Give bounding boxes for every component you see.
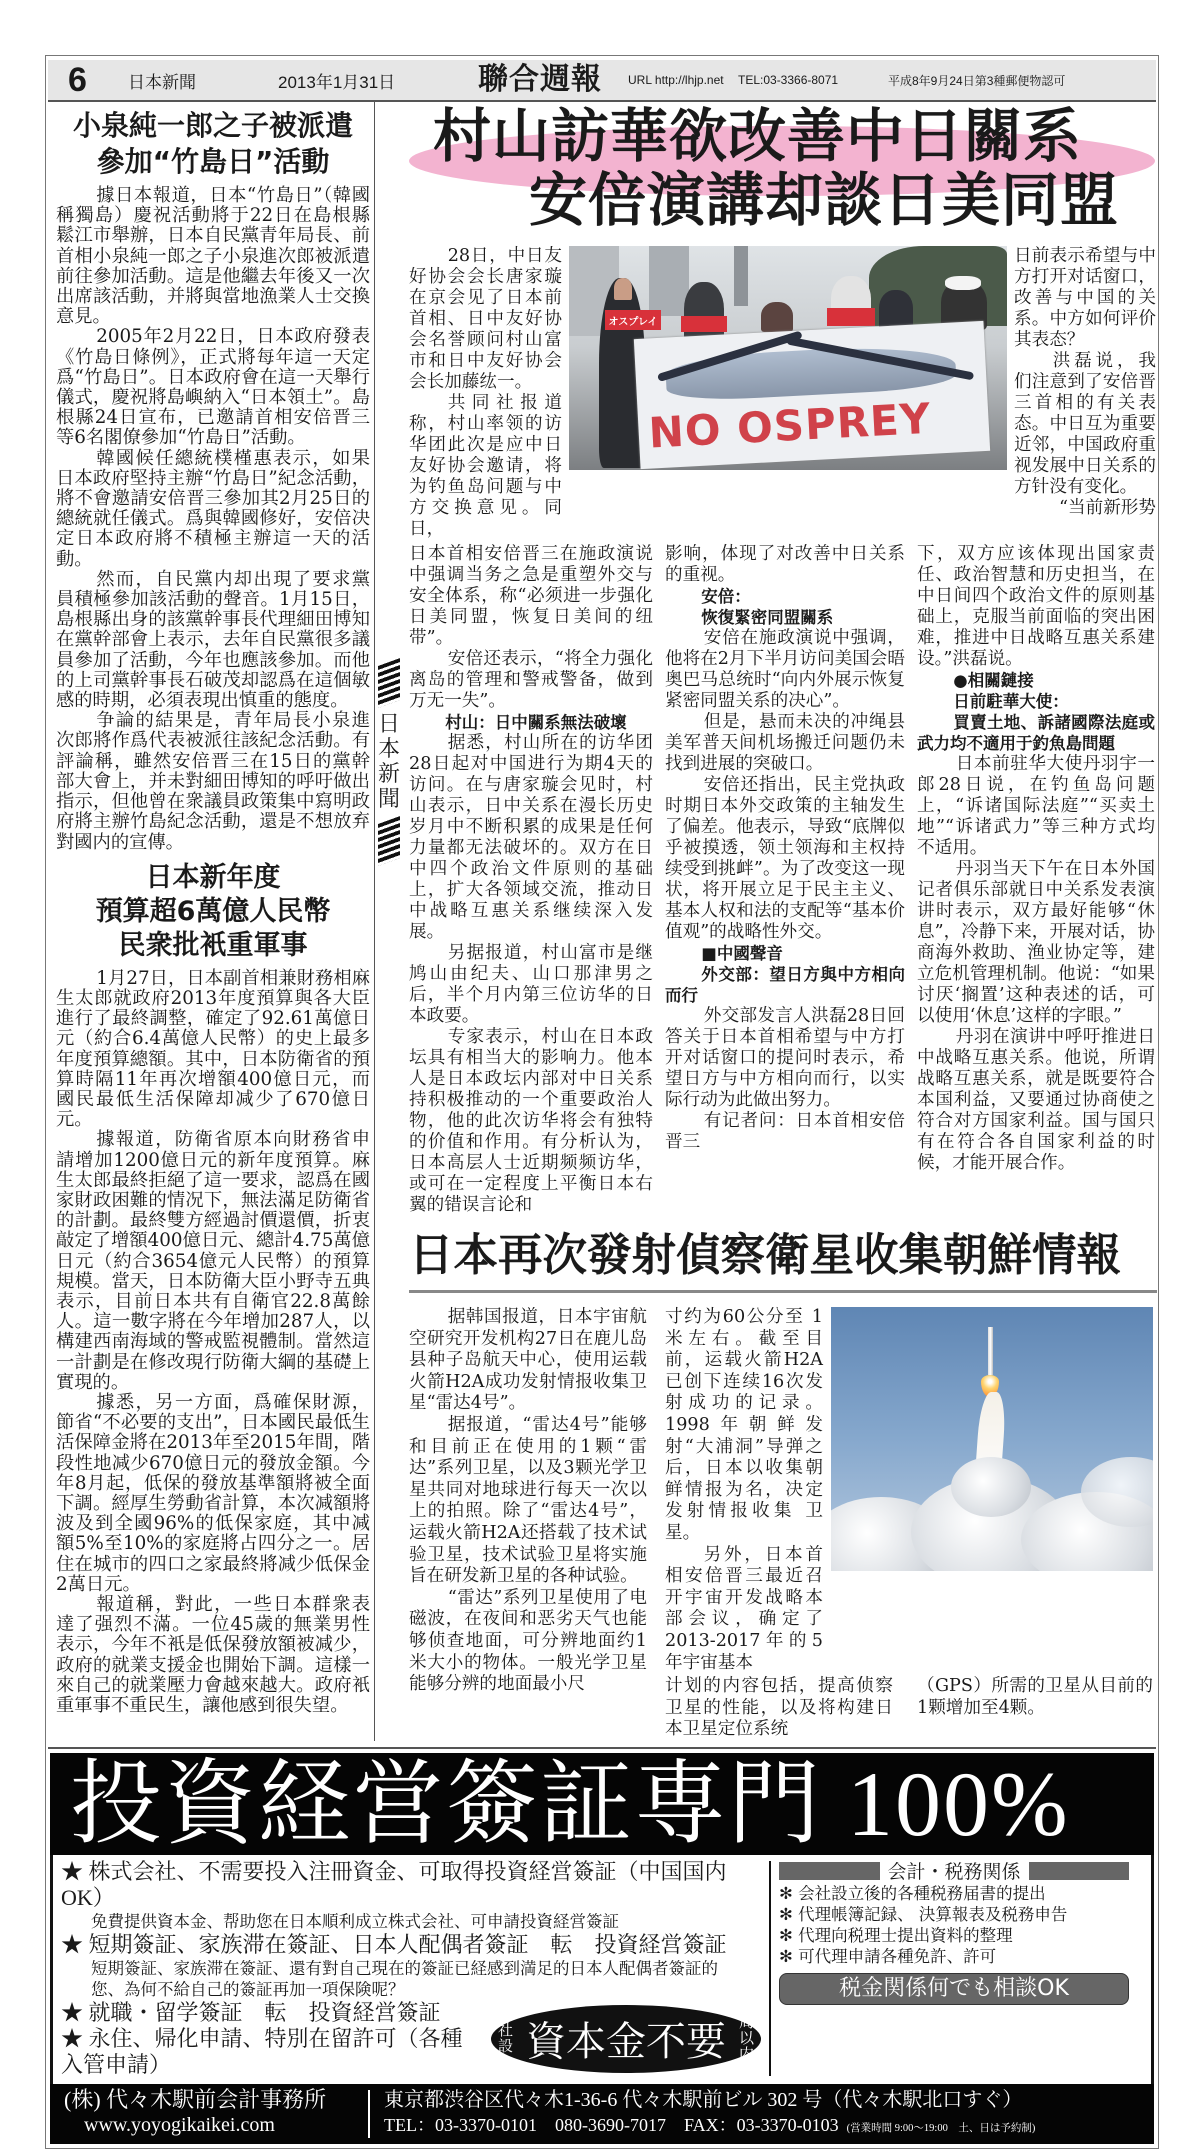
oval-main-text: 資本金不要 [526, 2019, 726, 2065]
ad-item-detail: 您、為何不給自己的簽証再加一項保険呢？ [91, 1979, 405, 1999]
headline-line: 民衆批衹重軍事 [118, 929, 308, 961]
article-headline [56, 861, 370, 963]
ad-item: ★ 短期簽証、家族滞在簽証、日本人配偶者簽証 転 投資経営簽証 [61, 1931, 727, 1957]
paragraph: 日本前驻华大使丹羽宇一郎28日说，在钓鱼岛问题上，“诉诸国际法庭”“买卖土地”“诉诸武力”等三种方式均不适用。 [917, 754, 1155, 858]
protest-vest [827, 308, 875, 326]
paragraph: 據日本報道，日本“竹島日”（韓國稱獨島）慶祝活動將于22日在島根縣鬆江市舉辦，日本自民黨青年局長、前首相小泉純一郎之子小泉進次郎被派遣前往參加活動。這是他繼去年後又一次出席該活動，并將與當地漁業人士交換意見。 [56, 185, 370, 328]
satellite-headline: 日本再次發射偵察衛星收集朝鮮情報 [409, 1230, 1122, 1281]
paragraph: 日前表示希望与中方打开对话窗口，改善与中国的关系。中方如何评价其表态？ [1014, 246, 1156, 350]
paragraph: 共同社报道称，村山率领的访华团此次是应中日友好协会邀请，将为钓鱼岛问题与中方交换意见。同日， [409, 393, 562, 539]
tax-item: ✻ 代理向税理士提出資料的整理 [779, 1925, 1013, 1945]
paragraph: 28日，中日友好协会会长唐家璇在京会见了日本前首相、日中友好协会名誉顾问村山富市和日中友好协会会长加藤纮一。 [409, 246, 562, 392]
website-url: URL http://lhjp.net [628, 73, 724, 87]
satellite-lower [665, 1676, 1155, 1741]
ad-item: ★ 就職・留学簽証 転 投資経営簽証 [61, 1999, 441, 2025]
tax-item: ✻ 代理帳簿記録、 決算報表及税務申告 [779, 1904, 1068, 1924]
article-column [665, 544, 905, 1153]
person-face [614, 278, 632, 300]
article-top-row [409, 246, 1157, 540]
footer-divider [368, 2090, 370, 2138]
subheading: 恢復緊密同盟關系 [701, 608, 834, 627]
tax-title: 会計・税務関係 [887, 1861, 1021, 1884]
article-column [917, 1676, 1153, 1719]
contact-block [384, 2087, 1154, 2141]
page-frame [45, 55, 1159, 2149]
rocket-launch-photo [831, 1307, 1153, 1571]
company-name: (株) 代々木駅前会計事務所 [64, 2086, 327, 2112]
article-body [56, 969, 370, 1717]
column-divider [374, 102, 405, 1741]
paragraph: 据悉，村山所在的访华团28日起对中国进行为期4天的访问。在与唐家璇会见时，村山表示，日中关系在漫长历史岁月中不断积累的成果是任何力量都无法破坏的。双方在日中四个政治文件原则的基础上，扩大各领域交流，推动日中战略互惠关系继续深入发展。 [409, 733, 653, 942]
tax-header [779, 1859, 1129, 1883]
postal-permit: 平成8年9月24日第3種郵便物認可 [888, 73, 1066, 88]
oval-right-text: 一周以内OK [735, 1998, 758, 2079]
satellite-right [665, 1307, 1155, 1741]
paragraph: “雷达”系列卫星使用了电磁波，在夜间和恶劣天气也能够侦查地面，可分辨地面约1米大小的物体。一般光学卫星能够分辨的地面最小尺 [409, 1587, 647, 1695]
article-body [56, 186, 370, 853]
subheading: ■中國聲音 [701, 944, 783, 963]
paragraph: 日本首相安倍晋三在施政演说中强调当务之急是重塑外交与安全体系，称“必须进一步强化日美同盟，恢复日美间的纽带”。 [409, 544, 653, 648]
subheading: 日前駐華大使： [953, 692, 1069, 711]
paragraph: 计划的内容包括，提高侦察卫星的性能，以及将构建日本卫星定位系统 [665, 1676, 893, 1740]
tax-consult-label: 税金関係何でも相談OK [779, 1973, 1129, 2005]
page-number: 6 [68, 61, 87, 99]
paragraph: 外交部发言人洪磊28日回答关于日本首相希望与中方打开对话窗口的提问时表示，希望日方与中方相向而行，以实际行动为此做出努力。 [665, 1006, 905, 1110]
article-column [1014, 246, 1156, 519]
page-header [48, 60, 1156, 102]
ad-banner [50, 1753, 1154, 1855]
tax-item: ✻ 可代理申請各種免許、許可 [779, 1946, 997, 1966]
paragraph: 安倍在施政演说中强调，他将在2月下半月访问美国会晤奥巴马总统时“向内外展示恢复紧密同盟关系的决心”。 [665, 628, 905, 711]
ad-services-list [53, 1859, 761, 2078]
paragraph: 丹羽在演讲中呼吁推进日中战略互惠关系。他说，所谓战略互惠关系，就是既要符合本国利益，又要通过协商使之符合对方国家利益。国与国只有在符合各自国家利益的时候，才能开展合作。 [917, 1027, 1155, 1173]
headline-line: 預算超6萬億人民幣 [95, 895, 331, 927]
paragraph: 安倍还表示，“将全力强化离岛的管理和警戒警备，做到万无一失”。 [409, 649, 653, 711]
protest-photo [569, 246, 1007, 470]
oval-left-text: 会社設立 [497, 2006, 513, 2071]
headline-line: 參加“竹島日”活動 [96, 145, 330, 178]
paragraph: “当前新形势 [1059, 498, 1156, 518]
paragraph: 丹羽当天下午在日本外国记者俱乐部就日中关系发表演讲时表示，双方最好能够“休息”，冷静下来，开展对话，协商海外救助、渔业协定等，建立危机管理机制。他说：“如果讨厌‘搁置’这种表述的话，可以使用‘休息’这样的字眼。” [917, 859, 1155, 1026]
paragraph: 寸约为60公分至 1米左右。截至目前，运载火箭H2A已创下连续16次发射成功的记录。1998年朝鲜发射“大浦洞”导弹之后，日本以收集朝鲜情报为名，决定发射情报收集 卫星。 [665, 1307, 823, 1543]
article-column [409, 1307, 647, 1696]
article-column [409, 544, 653, 1216]
paragraph: 1月27日，日本副首相兼財務相麻生太郎就政府2013年度預算與各大臣進行了最終調整，確定了92.61萬億日元（約合6.4萬億人民幣）的史上最多年度預算總額。其中，日本防衛省的預算時隔11年再次增額400億日元，而國民最低生活保障却减少了670億日元。 [56, 967, 370, 1131]
paragraph: 安倍还指出，民主党执政时期日本外交政策的主轴发生了偏差。他表示，导致“底牌似乎被摸透，领土领海和主权持续受到挑衅”。为了改变这一现状，将开展立足于民主主义、基本人权和法的支配等“基本价值观”的战略性外交。 [665, 775, 905, 942]
building [649, 246, 689, 316]
ad-item: ★ 株式会社、不需要投入注冊資金、可取得投資経営簽証（中国国内OK） [61, 1858, 727, 1910]
paragraph: 韓國候任總統樸槿惠表示，如果日本政府堅持主辦“竹島日”紀念活動，將不會邀請安倍晋三參加其2月25日的總統就任儀式。爲與韓國修好，安倍决定日本政府將不積極主辦這一天的活動。 [56, 447, 370, 570]
ad-item-detail: 短期簽証、家族滞在簽証、還有對自己現在的簽証已経感到満足的日本人配偶者簽証的 [91, 1958, 718, 1978]
subheading: 村山：日中關系無法破壞 [445, 713, 627, 732]
business-hours: (営業時間 9:00～19:00 土、日は予約制) [846, 2122, 1036, 2134]
ad-bottom-items [61, 2000, 477, 2078]
header-bar [1029, 1862, 1130, 1880]
main-headline-line-1: 村山訪華欲改善中日關系 [433, 102, 1083, 170]
paragraph: （GPS）所需的卫星从目前的1颗增加至4颗。 [917, 1676, 1153, 1718]
paragraph: 据报道，“雷达4号”能够和目前正在使用的1颗“雷达”系列卫星，以及3颗光学卫星共同对地球进行每天一次以上的拍照。除了“雷达4号”，运载火箭H2A还搭载了技术试验卫星，技术试验卫星将实施旨在研发新卫星的各种试验。 [409, 1414, 647, 1587]
paragraph: 专家表示，村山在日本政坛具有相当大的影响力。他本人是日本政坛内部对中日关系持积极推动的一个重要政治人物，他的此次访华将会有独特的价值和作用。有分析认为，日本高层人士近期频频访华，或可在一定程度上平衡日本右翼的错误言论和 [409, 1027, 653, 1215]
paragraph: 洪磊说，我们注意到了安倍晋三首相的有关表态。中日互为重要近邻，中国政府重视发展中日关系的方针没有变化。 [1014, 351, 1156, 497]
protest-banner [634, 321, 990, 469]
paragraph: 影响，体现了对改善中日关系的重视。 [665, 544, 905, 585]
satellite-article [409, 1307, 1157, 1741]
ad-banner-title: 投資経営簽証専門 100% [70, 1752, 1070, 1855]
article-headline [56, 108, 370, 180]
white-hat [945, 276, 981, 290]
person [761, 302, 793, 332]
main-headline-line-2: 安倍演講却談日美同盟 [529, 166, 1120, 234]
phone-number: TEL:03-3366-8071 [738, 73, 839, 87]
paragraph: 據悉，另一方面，爲確保財源，節省“不必要的支出”，日本國民最低生活保障金將在2013年至2015年間，階段性地减少670億日元的發放金額。今年8月起，低保的發放基準額將被全面下調。經厚生勞動省計算，本次减額將波及到全國96%的低保家庭，其中减額5%至10%的家庭將占四分之一。居住在城市的四口之家最終將减少低保金2萬日元。 [56, 1391, 370, 1595]
section-name: 日本新聞 [128, 72, 196, 92]
ad-bottom-row [61, 2000, 761, 2078]
paragraph: 有记者问：日本首相安倍晋三 [665, 1111, 905, 1152]
stripe-decoration [378, 816, 400, 866]
article-column [665, 1307, 823, 1674]
subheading: ●相關鏈接 [953, 671, 1034, 690]
paragraph: 2005年2月22日，日本政府發表《竹島日條例》，正式將每年這一天定爲“竹島日”。日本政府會在這一天舉行儀式，慶祝將島嶼納入“日本領土”。島根縣24日宣布，已邀請首相安倍晋三等6名閣僚參加“竹島日”活動。 [56, 326, 370, 449]
ad-item-detail: 免費提供資本金、帮助您在日本順利成立株式会社、可申請投資経営簽証 [91, 1911, 619, 1931]
paragraph: 另外，日本首相安倍晋三最近召开宇宙开发战略本部会议，确定了2013-2017年的5年宇宙基本 [665, 1544, 823, 1673]
company-address: 東京都渋谷区代々木1-36-6 代々木駅前ビル 302 号（代々木駅北口すぐ） [384, 2088, 1023, 2111]
main-area [405, 102, 1157, 1741]
ad-footer [50, 2084, 1154, 2144]
protest-vest: オスプレイ [605, 310, 661, 330]
protest-vest [681, 316, 727, 332]
company-block [50, 2087, 354, 2141]
paragraph: 另据报道，村山富市是继鸠山由纪夫、山口那津男之后，半个月内第三位访华的日本政要。 [409, 943, 653, 1026]
ad-capital-oval [491, 1998, 761, 2079]
article-columns [409, 544, 1157, 1216]
osprey-aircraft-image [665, 342, 957, 402]
headline-line: 小泉純一郎之子被派遣 [72, 109, 353, 142]
article-column [665, 1676, 893, 1741]
vertical-label-text: 日本新聞 [377, 712, 400, 812]
contact-line [384, 2113, 1154, 2141]
stripe-decoration [378, 658, 400, 708]
building [734, 246, 748, 306]
main-headline [409, 102, 1157, 238]
ad-divider [769, 1861, 771, 2076]
paragraph: 然而，自民黨内却出現了要求黨員積極參加該活動的聲音。1月15日，島根縣出身的該黨幹事長代理細田博知在黨幹部會上表示，去年自民黨很多議員參加了活動，今年也應該參加。而他的上司黨幹事長石破茂却認爲在這個敏感的時期，必須表現出慎重的態度。 [56, 568, 370, 712]
tax-item: ✻ 会社設立後的各種税務届書的提出 [779, 1883, 1046, 1903]
headline-rule [409, 1290, 1157, 1293]
smoke-cloud [951, 1457, 1031, 1517]
vertical-section-label [375, 662, 403, 862]
paragraph: 據報道，防衛省原本向財務省申請增加1200億日元的新年度預算。麻生太郎最終拒絕了這一要求，認爲在國家財政困難的情况下，無法滿足防衛省的計劃。最終雙方經過討價還價，折衷敲定了增額400億日元、總計4.75萬億日元（約合3654億元人民幣）的預算規模。當天，日本防衛大臣小野寺五典表示，目前日本共有自衛官22.8萬餘人。這一數字將在今年增加287人，以構建西南海域的警戒監視體制。當然這一計劃是在修改現行防衛大綱的基礎上實現的。 [56, 1129, 370, 1393]
company-phones: TEL：03-3370-0101 080-3690-7017 FAX：03-3370-0103 [384, 2114, 839, 2135]
subheading: 外交部：望日方與中方相向而行 [665, 965, 905, 1005]
rocket [988, 1327, 993, 1375]
issue-date: 2013年1月31日 [278, 72, 396, 92]
header-bar [779, 1862, 880, 1880]
paragraph: 争論的結果是，青年局長小泉進次郎將作爲代表被派往該紀念活動。有評論稱，雖然安倍晋三在15日的黨幹部大會上，并未對細田博知的呼吁做出指示，但他曾在衆議員政策集中寫明政府將主辦竹島紀念活動，還是不想放弃對國内的宣傳。 [56, 710, 370, 853]
masthead-logo: 聯合週報 [478, 63, 602, 96]
article-column [409, 246, 562, 540]
news-section [46, 102, 1158, 1741]
left-column [46, 102, 374, 1741]
subheading: 安倍： [701, 587, 751, 606]
satellite-upper [665, 1307, 1155, 1674]
banner-text: NO OSPREY [647, 393, 933, 458]
paragraph: 報道稱，對此，一些日本群衆表達了强烈不滿。一位45歲的無業男性表示，今年不衹是低保發放額被减少，政府的就業支援金也開始下調。這樣一來自己的就業壓力會越來越大。政府衹重軍事不重民生，讓他感到很失望。 [56, 1594, 370, 1717]
section-divider [48, 1747, 1156, 1749]
company-website: www.yoyogikaikei.com [84, 2113, 275, 2136]
subheading: 買賣土地、訴諸國際法庭或武力均不適用于釣魚島問題 [917, 713, 1155, 753]
person [684, 282, 724, 342]
ad-body [50, 1855, 1154, 2084]
tax-services-box [779, 1859, 1129, 2078]
advertisement [50, 1753, 1154, 2144]
paragraph: 据韩国报道，日本宇宙航空研究开发机构27日在鹿儿岛县种子岛航天中心，使用运载火箭H2A成功发射情报收集卫星“雷达4号”。 [409, 1307, 647, 1414]
ad-item: ★ 永住、帰化申請、特別在留許可（各種入管申請） [61, 2025, 463, 2077]
article-column [917, 544, 1155, 1174]
paragraph: 下，双方应该体现出国家责任、政治智慧和历史担当，在中日间四个政治文件的原则基础上，克服当前面临的突出困难，推进中日战略互惠关系建设。”洪磊说。 [917, 544, 1155, 669]
paragraph: 但是，悬而未决的冲绳县美军普天间机场搬迁问题仍未找到进展的突破口。 [665, 712, 905, 774]
headline-line: 日本新年度 [145, 861, 281, 893]
